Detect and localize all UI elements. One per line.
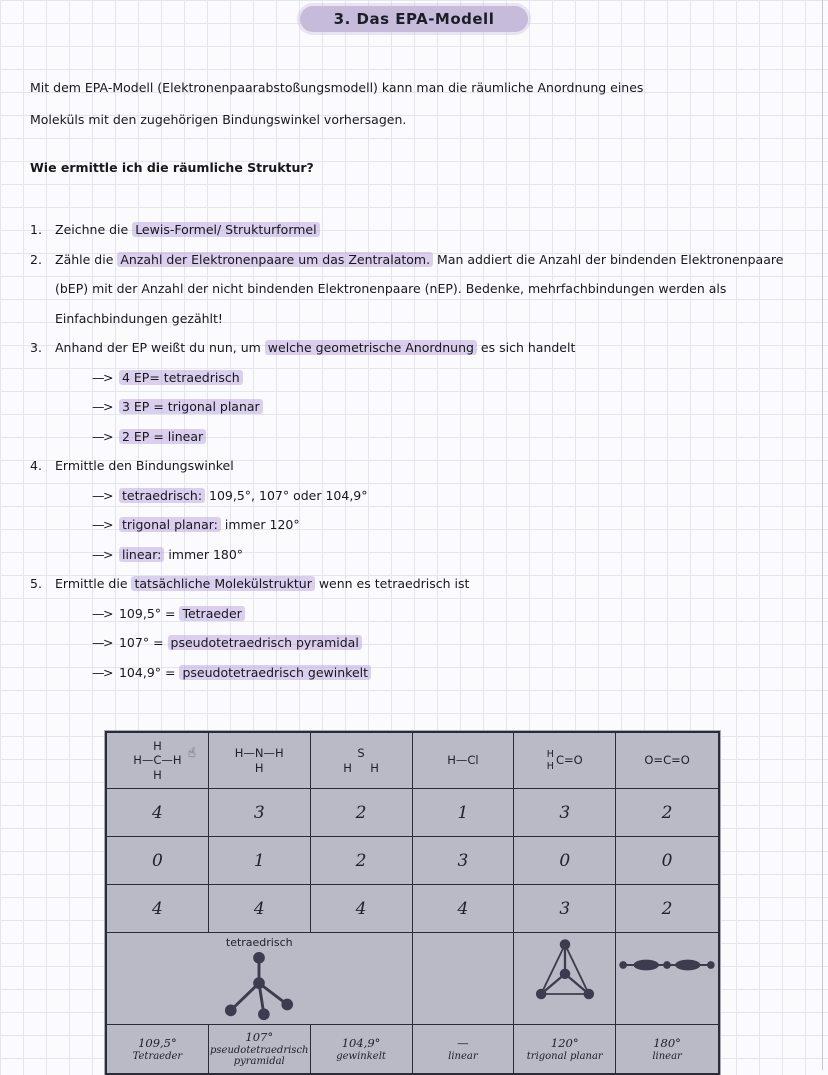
step-1 (30, 215, 798, 245)
ep-total-value: 4 (311, 885, 413, 933)
arrow-icon: —> (92, 546, 112, 562)
arrow-icon: —> (92, 369, 112, 385)
ep-total-value: 4 (413, 885, 515, 933)
ep-total-value: 3 (514, 885, 616, 933)
tetrahedron-drawing (184, 950, 334, 1024)
result-tetraeder: 109,5° Tetraeder (107, 1025, 209, 1073)
step-4-number: 4. (30, 458, 42, 473)
highlight: Lewis-Formel/ Strukturformel (132, 222, 319, 237)
arrow-icon: —> (92, 428, 112, 444)
intro-line-2: Moleküls mit den zugehörigen Bindungswinkel vorhersagen. (30, 112, 407, 127)
bullet-2ep (92, 422, 798, 452)
bep-value: 2 (616, 789, 718, 837)
structure-hcl: H—Cl (413, 733, 515, 789)
step-2 (30, 245, 798, 334)
highlight: pseudotetraedrisch pyramidal (168, 635, 362, 650)
result-gewinkelt: 104,9° gewinkelt (311, 1025, 413, 1073)
bep-value: 3 (209, 789, 311, 837)
highlight: pseudotetraedrisch gewinkelt (179, 665, 371, 680)
tetra-label: tetraedrisch (225, 936, 293, 949)
bep-value: 1 (413, 789, 515, 837)
nep-value: 1 (209, 837, 311, 885)
step-5-text: Ermittle die tatsächliche Molekülstruktur wenn es tetraedrisch ist (55, 576, 470, 591)
ep-total-value: 4 (107, 885, 209, 933)
cursor-hand-icon: ☝ (187, 745, 196, 760)
arrow-icon: —> (92, 635, 112, 650)
bullet-gewinkelt: —> 104,9° = pseudotetraedrisch gewinkelt (92, 658, 798, 688)
bep-value: 4 (107, 789, 209, 837)
embedded-photo-table (105, 731, 720, 1075)
instructions-list (30, 215, 798, 687)
structure-nh3: H—N—H H (209, 733, 311, 789)
bullet-angle-tetraedrisch: —> tetraedrisch: 109,5°, 107° oder 104,9° (92, 487, 368, 503)
result-linear: 180° linear (652, 1035, 682, 1062)
linear-drawing (617, 935, 717, 995)
bep-value: 3 (514, 789, 616, 837)
nep-value: 2 (311, 837, 413, 885)
arrow-icon: —> (92, 517, 112, 532)
highlight: tetraedrisch: (119, 488, 205, 503)
structure-ch4: ☝ H H—C—H H (107, 733, 209, 789)
structure-co2: O=C=O (616, 733, 718, 789)
nep-value: 3 (413, 837, 515, 885)
trigonal-geometry-cell (514, 933, 616, 1025)
highlight: 3 EP = trigonal planar (119, 399, 263, 414)
ep-total-value: 2 (616, 885, 718, 933)
nep-value: 0 (514, 837, 616, 885)
step-3-number: 3. (30, 340, 42, 355)
highlight: tatsächliche Molekülstruktur (131, 576, 314, 591)
step-5 (30, 569, 798, 599)
title-row (30, 0, 798, 32)
highlight: Tetraeder (179, 606, 244, 621)
highlight: 4 EP= tetraedrisch (119, 370, 243, 385)
result-hcl-linear: — linear (413, 1025, 515, 1073)
linear-geometry-cell (616, 933, 718, 1025)
section-heading: Wie ermittle ich die räumliche Struktur? (30, 160, 314, 175)
result-pyramidal: 107° pseudotetraedrisch pyramidal (209, 1025, 311, 1073)
step-4 (30, 451, 798, 481)
tetrahedral-geometry-cell (107, 933, 413, 1025)
hcl-geometry-cell (413, 933, 515, 1025)
bullet-pyramidal: —> 107° = pseudotetraedrisch pyramidal (92, 628, 798, 658)
bullet-angle-linear: —> linear: immer 180° (92, 546, 244, 562)
page-title: 3. Das EPA-Modell (300, 6, 529, 32)
nep-value: 0 (107, 837, 209, 885)
structure-h2s: S H H (311, 733, 413, 789)
epa-table (105, 731, 720, 1075)
step-2-number: 2. (30, 251, 42, 267)
highlight: linear: (119, 547, 164, 562)
bullet-tetraeder: —> 109,5° = Tetraeder (92, 599, 798, 629)
highlight: Anzahl der Elektronenpaare um das Zentralatom. (117, 252, 433, 267)
arrow-icon: —> (92, 664, 112, 680)
arrow-icon: —> (92, 605, 112, 621)
step-3-text: Anhand der EP weißt du nun, um welche geometrische Anordnung es sich handelt (55, 340, 576, 355)
bullet-3ep (92, 392, 798, 422)
ep-total-value: 4 (209, 885, 311, 933)
step-1-text: Zeichne die Lewis-Formel/ Strukturformel (55, 215, 798, 245)
step-2-text: Zähle die Anzahl der Elektronenpaare um das Zentralatom. Man addiert die Anzahl der bindenden Elektronenpaare (bEP) mit der Anzahl der nicht bindenden Elektronenpaare (nEP). Bedenke, mehrfachbindungen werden als Einfachbindungen gezählt! (55, 251, 784, 326)
step-5-number: 5. (30, 576, 42, 591)
step-1-number: 1. (30, 222, 42, 237)
bullet-4ep (92, 363, 798, 393)
bullet-angle-trigonal: —> trigonal planar: immer 120° (92, 517, 300, 532)
result-trigonal-planar: 120° trigonal planar (514, 1025, 616, 1073)
arrow-icon: —> (92, 487, 112, 503)
structure-h2co: H H C=O (514, 733, 616, 789)
bep-value: 2 (311, 789, 413, 837)
arrow-icon: —> (92, 399, 112, 414)
intro-paragraph (30, 72, 798, 136)
step-3 (30, 333, 798, 363)
highlight: welche geometrische Anordnung (265, 340, 477, 355)
step-4-text: Ermittle den Bindungswinkel (55, 458, 234, 473)
highlight: 2 EP = linear (119, 429, 206, 444)
trigonal-planar-drawing (521, 935, 609, 1009)
intro-line-1: Mit dem EPA-Modell (Elektronenpaarabstoßungsmodell) kann man die räumliche Anordnung eines (30, 80, 644, 95)
highlight: trigonal planar: (119, 517, 221, 532)
nep-value: 0 (616, 837, 718, 885)
